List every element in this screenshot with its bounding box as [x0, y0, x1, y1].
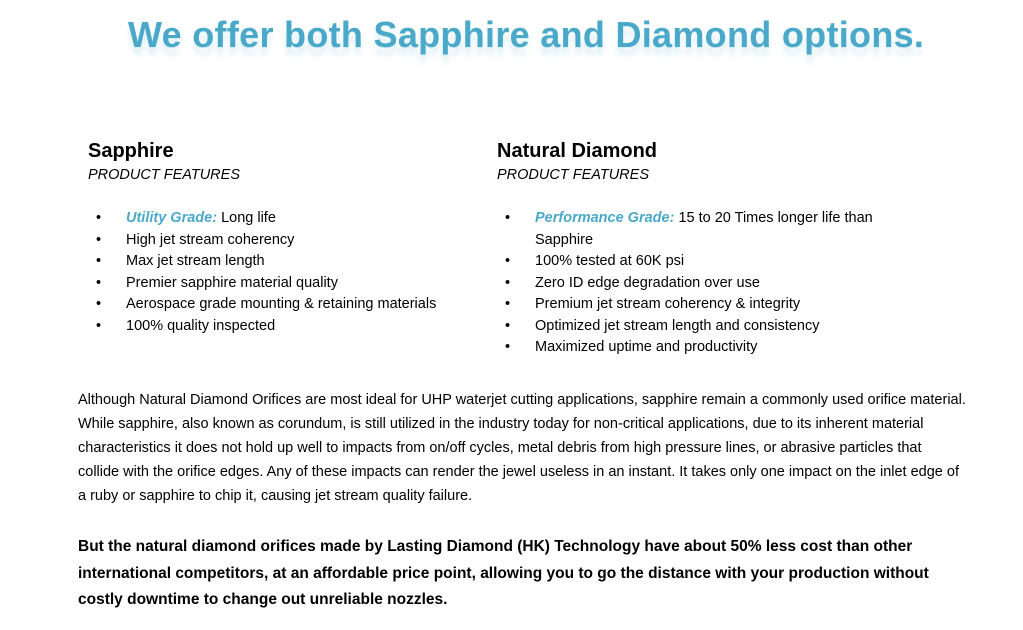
bullet-icon: •	[505, 296, 511, 312]
list-item	[497, 251, 917, 273]
feature-text: High jet stream coherency	[126, 231, 295, 248]
bullet-icon: •	[96, 253, 102, 269]
bullet-icon: •	[96, 296, 102, 312]
page-title: We offer both Sapphire and Diamond options.	[128, 14, 925, 55]
list-item	[497, 208, 917, 251]
list-item	[497, 316, 917, 338]
sapphire-feature-list	[88, 208, 488, 337]
grade-label: Performance Grade:	[535, 210, 675, 226]
grade-label: Utility Grade:	[126, 210, 218, 226]
diamond-column	[497, 138, 917, 359]
list-item	[88, 273, 488, 295]
diamond-heading: Natural Diamond	[497, 140, 658, 162]
bullet-icon: •	[505, 210, 511, 226]
bullet-icon: •	[505, 339, 511, 355]
feature-text: Maximized uptime and productivity	[535, 339, 758, 355]
feature-text: Aerospace grade mounting & retaining materials	[126, 296, 437, 312]
bullet-icon: •	[96, 210, 102, 226]
bullet-icon: •	[505, 274, 511, 291]
list-item	[497, 337, 917, 359]
sapphire-heading: Sapphire	[88, 140, 174, 162]
bullet-icon: •	[96, 317, 102, 334]
list-item	[88, 230, 488, 252]
bullet-icon: •	[96, 231, 102, 248]
feature-text: 100% tested at 60K psi	[535, 253, 685, 269]
list-item	[88, 316, 488, 338]
feature-text: Optimized jet stream length and consistency	[535, 317, 820, 334]
list-item	[88, 251, 488, 273]
list-item	[497, 294, 917, 316]
bullet-icon: •	[505, 317, 511, 334]
diamond-subheading: PRODUCT FEATURES	[497, 167, 649, 183]
diamond-feature-list	[497, 208, 917, 359]
sapphire-column	[88, 138, 488, 337]
sapphire-subheading: PRODUCT FEATURES	[88, 167, 240, 183]
feature-text: Zero ID edge degradation over use	[535, 274, 760, 291]
list-item	[497, 273, 917, 295]
feature-text: Premier sapphire material quality	[126, 274, 338, 291]
grade-text: 15 to 20 Times longer life than Sapphire	[535, 210, 873, 248]
grade-text: Long life	[217, 210, 276, 226]
body-paragraph: Although Natural Diamond Orifices are most ideal for UHP waterjet cutting applications, sapphire remain a commonly used orifice material. While sapphire, also known as corundum, is still utilized in the industry today for non-critical applications, due to its inherent material characteristics it does not hold up well to impacts from on/off cycles, metal debris from high pressure lines, or abrasive particles that collide with the orifice edges. Any of these impacts can render the jewel useless in an instant. It takes only one impact on the inlet edge of a ruby or sapphire to chip it, causing jet stream quality failure.	[78, 392, 966, 504]
highlight-paragraph: But the natural diamond orifices made by Lasting Diamond (HK) Technology have about 50% less cost than other international competitors, at an affordable price point, allowing you to go the distance with your production without costly downtime to change out unreliable nozzles.	[78, 538, 929, 608]
bullet-icon: •	[505, 253, 511, 269]
feature-text: Premium jet stream coherency & integrity	[535, 296, 801, 312]
bullet-icon: •	[96, 274, 102, 291]
list-item	[88, 294, 488, 316]
feature-text: Max jet stream length	[126, 253, 265, 269]
feature-text: 100% quality inspected	[126, 317, 276, 334]
list-item	[88, 208, 488, 230]
